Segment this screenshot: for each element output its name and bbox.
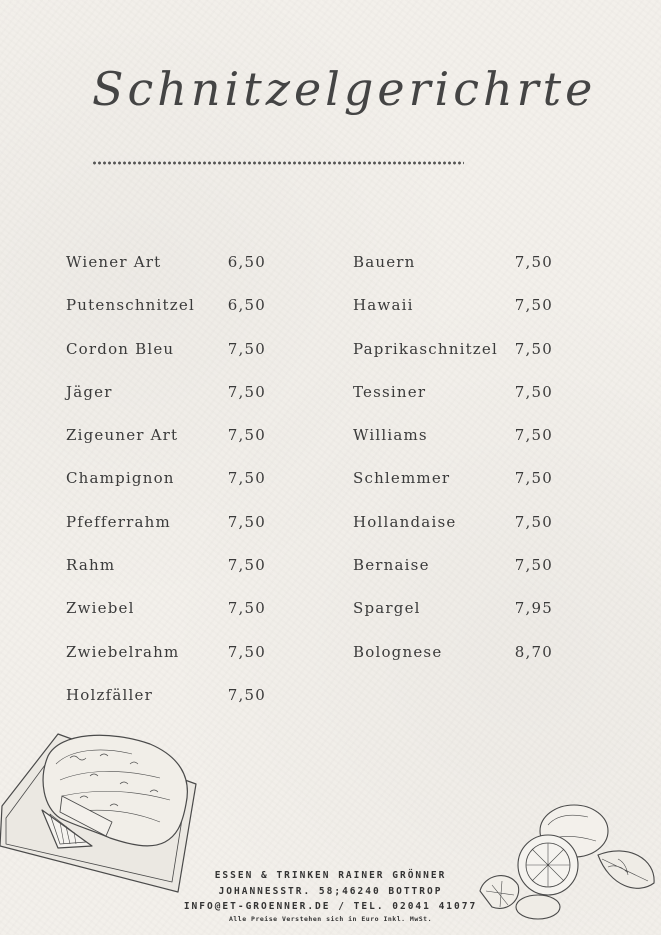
footer-address: JOHANNESSTR. 58;46240 BOTTROP bbox=[218, 885, 443, 897]
menu-item-price: 7,50 bbox=[514, 426, 553, 445]
menu-item bbox=[66, 551, 266, 594]
menu-column-right bbox=[353, 248, 553, 681]
menu-item-price: 7,50 bbox=[227, 556, 266, 575]
menu-item-name: Pfefferrahm bbox=[66, 512, 171, 531]
menu-item-name: Bernaise bbox=[353, 556, 430, 575]
menu-item-price: 6,50 bbox=[227, 296, 266, 315]
menu-item-name: Wiener Art bbox=[66, 253, 162, 271]
menu-item-price: 7,50 bbox=[514, 296, 553, 315]
menu-item-price: 7,50 bbox=[227, 382, 266, 401]
menu-item bbox=[353, 551, 553, 594]
menu-item bbox=[66, 378, 266, 421]
menu-item-name: Hollandaise bbox=[353, 512, 457, 531]
menu-item bbox=[66, 335, 266, 378]
menu-item-price: 7,50 bbox=[514, 339, 553, 358]
menu-item-price: 7,50 bbox=[227, 469, 266, 488]
menu-item-price: 7,50 bbox=[514, 382, 553, 401]
menu-item-price: 7,50 bbox=[227, 685, 266, 704]
menu-item bbox=[353, 291, 553, 334]
menu-column-left bbox=[66, 248, 266, 724]
menu-item-name: Rahm bbox=[66, 556, 116, 575]
page-title: Schnitzelgerichrte bbox=[92, 62, 597, 116]
menu-item-name: Schlemmer bbox=[353, 469, 451, 488]
menu-item-name: Putenschnitzel bbox=[66, 296, 195, 315]
menu-item-name: Spargel bbox=[353, 599, 421, 618]
footer-price-note: Alle Preise Verstehen sich in Euro Inkl. MwSt. bbox=[228, 914, 432, 923]
menu-item-name: Jäger bbox=[66, 382, 113, 401]
menu-item bbox=[66, 291, 266, 334]
menu-item-price: 7,50 bbox=[227, 512, 266, 531]
menu-item-name: Champignon bbox=[66, 469, 175, 488]
menu-item bbox=[66, 464, 266, 507]
menu-item-price: 7,50 bbox=[227, 339, 266, 358]
menu-item-name: Bauern bbox=[353, 253, 416, 271]
menu-item bbox=[66, 248, 266, 291]
menu-item-name: Zwiebelrahm bbox=[66, 642, 180, 661]
menu-item-price: 7,50 bbox=[227, 426, 266, 445]
menu-item bbox=[66, 594, 266, 637]
footer bbox=[0, 868, 661, 924]
menu-item-price: 8,70 bbox=[514, 642, 553, 661]
menu-item-name: Hawaii bbox=[353, 296, 414, 315]
menu-item-price: 7,95 bbox=[514, 599, 553, 618]
menu-item-price: 7,50 bbox=[514, 469, 553, 488]
menu-item-price: 7,50 bbox=[227, 599, 266, 618]
menu-item bbox=[66, 638, 266, 681]
menu-item-name: Cordon Bleu bbox=[66, 339, 175, 358]
footer-contact: INFO@ET-GROENNER.DE / TEL. 02041 41077 bbox=[183, 901, 478, 912]
menu-item bbox=[66, 421, 266, 464]
menu-item-name: Williams bbox=[353, 426, 428, 445]
menu-item-name: Paprikaschnitzel bbox=[353, 339, 498, 358]
menu-item bbox=[353, 638, 553, 681]
menu-item-name: Zwiebel bbox=[66, 599, 135, 618]
menu-item bbox=[353, 508, 553, 551]
menu-item-price: 6,50 bbox=[227, 253, 266, 271]
menu-item-name: Zigeuner Art bbox=[66, 426, 179, 445]
menu-item-price: 7,50 bbox=[514, 556, 553, 575]
menu-item bbox=[66, 508, 266, 551]
menu-item bbox=[66, 681, 266, 724]
dotted-divider bbox=[92, 161, 464, 165]
menu-item bbox=[353, 464, 553, 507]
menu-item-name: Tessiner bbox=[353, 382, 427, 401]
menu-item-price: 7,50 bbox=[514, 253, 553, 271]
menu-item bbox=[353, 248, 553, 291]
menu-item bbox=[353, 594, 553, 637]
menu-item bbox=[353, 335, 553, 378]
menu-item bbox=[353, 378, 553, 421]
menu-item-price: 7,50 bbox=[227, 642, 266, 661]
menu-item-price: 7,50 bbox=[514, 512, 553, 531]
menu-item-name: Bolognese bbox=[353, 642, 443, 661]
menu-item-name: Holzfäller bbox=[66, 685, 153, 704]
footer-business-name: ESSEN & TRINKEN RAINER GRÖNNER bbox=[214, 870, 447, 881]
menu-item bbox=[353, 421, 553, 464]
